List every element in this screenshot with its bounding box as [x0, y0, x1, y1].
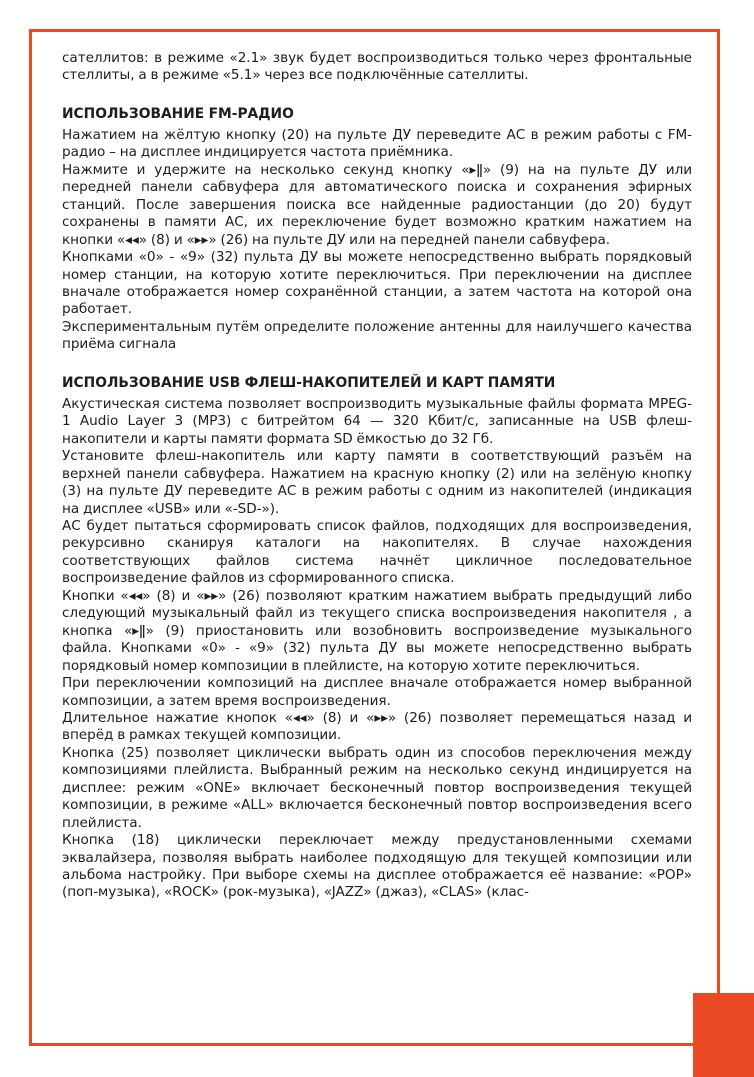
- document-body: [62, 50, 692, 902]
- usb-heading: ИСПОЛЬЗОВАНИЕ USB ФЛЕШ-НАКОПИТЕЛЕЙ И КАРТ ПАМЯТИ: [62, 374, 556, 391]
- usb-paragraph: АС будет пытаться сформировать список файлов, подходящих для воспроизведения, рекурсивно сканируя каталоги на накопителях. В случае нахождения соответствующих файлов система начнёт цикличное последовательное воспроизведение файлов из сформированного списка.: [62, 517, 692, 587]
- fm-paragraph: Экспериментальным путём определите положение антенны для наилучшего качества приёма сигнала: [62, 318, 692, 353]
- fm-paragraph: Кнопками «0» - «9» (32) пульта ДУ вы можете непосредственно выбрать порядковый номер станции, на которую хотите переключиться. При переключении на дисплее вначале отображается номер сохранённой станции, а затем частота на которой она работает.: [62, 249, 692, 318]
- fm-paragraph: Нажатием на жёлтую кнопку (20) на пульте ДУ переведите АС в режим работы с FM-радио – на дисплее индицируется частота приёмника.: [62, 126, 692, 161]
- usb-paragraph: Кнопка (25) позволяет циклически выбрать один из способов переключения между композициями плейлиста. Выбранный режим на несколько секунд индицируется на дисплее: режим «ONE» включает бесконечный повтор воспроизведения текущей композиции, в режиме «ALL» включается бесконечный повтор воспроизведения всего плейлиста.: [62, 744, 692, 831]
- usb-paragraph: Установите флеш-накопитель или карту памяти в соответствующий разъём на верхней панели сабвуфера. Нажатием на красную кнопку (2) или на зелёную кнопку (3) на пульте ДУ переведите АС в режим работы с одним из накопителей (индикация на дисплее «USB» или «-SD-»).: [62, 448, 692, 517]
- usb-paragraph: Длительное нажатие кнопок «◂◂» (8) и «▸▸» (26) позволяет перемещаться назад и вперёд в рамках текущей композиции.: [62, 709, 692, 744]
- fm-paragraph: Нажмите и удержите на несколько секунд кнопку «▸ǁ» (9) на на пульте ДУ или передней панели сабвуфера для автоматического поиска и сохранения эфирных станций. После завершения поиска все найденные радиостанции (до 20) будут сохранены в памяти АС, их переключение будет возможно кратким нажатием на кнопки «◂◂» (8) и «▸▸» (26) на пульте ДУ или на передней панели сабвуфера.: [62, 161, 692, 248]
- usb-paragraph: Кнопки «◂◂» (8) и «▸▸» (26) позволяют кратким нажатием выбрать предыдущий либо следующий музыкальный файл из текущего списка воспроизведения накопителя , а кнопка «▸ǁ» (9) приостановить или возобновить воспроизведение музыкального файла. Кнопками «0» - «9» (32) пульта ДУ вы можете непосредственно выбрать порядковый номер композиции в плейлисте, на которую хотите переключиться.: [62, 587, 692, 674]
- usb-paragraph: Кнопка (18) циклически переключает между предустановленными схемами эквалайзера, позволяя выбрать наиболее подходящую для текущей композиции или альбома настройку. При выборе схемы на дисплее отображается её название: «POP» (поп-музыка), «ROCK» (рок-музыка), «JAZZ» (джаз), «CLAS» (клас-: [62, 832, 692, 901]
- fm-radio-heading: ИСПОЛЬЗОВАНИЕ FM-РАДИО: [62, 105, 294, 122]
- usb-paragraph: Акустическая система позволяет воспроизводить музыкальные файлы формата MPEG-1 Audio Layer 3 (MP3) с битрейтом 64 — 320 Кбит/с, записанные на USB флеш-накопители и карты памяти формата SD ёмкостью до 32 Гб.: [62, 395, 692, 447]
- usb-paragraph: При переключении композиций на дисплее вначале отображается номер выбранной композиции, а затем время воспроизведения.: [62, 675, 692, 709]
- intro-paragraph: сателлитов: в режиме «2.1» звук будет воспроизводиться только через фронтальные стеллиты, а в режиме «5.1» через все подключённые сателлиты.: [62, 50, 692, 84]
- corner-accent: [693, 993, 754, 1077]
